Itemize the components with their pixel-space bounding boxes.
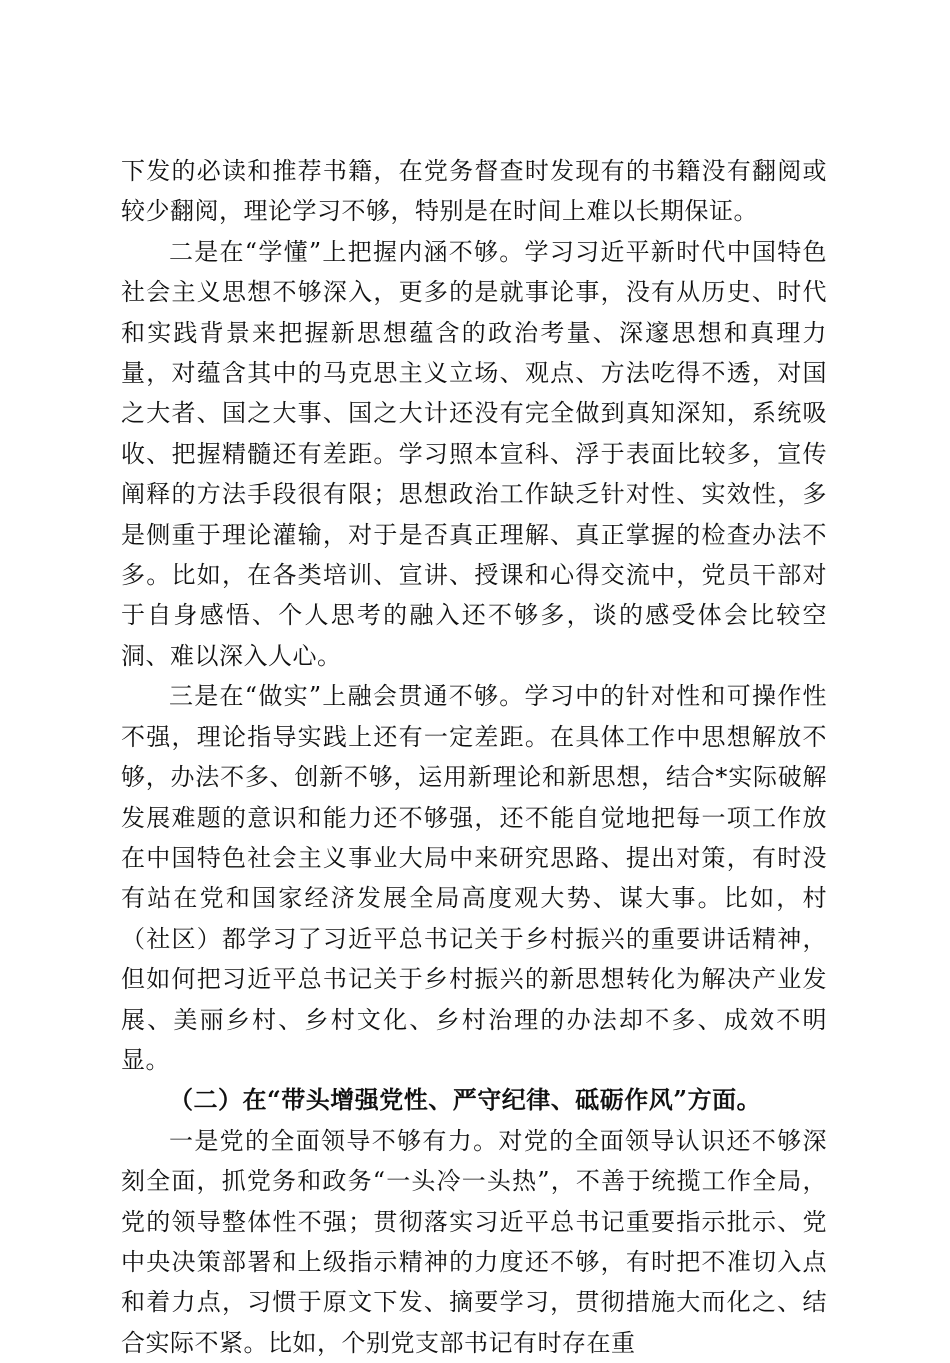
section-heading-2: （二）在“带头增强党性、严守纪律、砥砺作风”方面。 bbox=[169, 1085, 762, 1115]
document-body bbox=[121, 151, 827, 1363]
paragraph-leadership: 一是党的全面领导不够有力。对党的全面领导认识还不够深刻全面，抓党务和政务“一头冷一头热”，不善于统揽工作全局，党的领导整体性不强；贯彻落实习近平总书记重要指示批示、党中央决策部署和上级指示精神的力度还不够，有时把不准切入点和着力点，习惯于原文下发、摘要学习，贯彻措施大而化之、结合实际不紧。比如，个别党支部书记有时存在重 bbox=[121, 1126, 827, 1357]
paragraph-zuoshi: 三是在“做实”上融会贯通不够。学习中的针对性和可操作性不强，理论指导实践上还有一定差距。在具体工作中思想解放不够，办法不多、创新不够，运用新理论和新思想，结合*实际破解发展难题的意识和能力还不够强，还不能自觉地把每一项工作放在中国特色社会主义事业大局中来研究思路、提出对策，有时没有站在党和国家经济发展全局高度观大势、谋大事。比如，村（社区）都学习了习近平总书记关于乡村振兴的重要讲话精神，但如何把习近平总书记关于乡村振兴的新思想转化为解决产业发展、美丽乡村、乡村文化、乡村治理的办法却不多、成效不明显。 bbox=[121, 682, 827, 1074]
paragraph-continuation: 下发的必读和推荐书籍，在党务督查时发现有的书籍没有翻阅或较少翻阅，理论学习不够，特别是在时间上难以长期保证。 bbox=[121, 157, 827, 226]
paragraph-xuedong: 二是在“学懂”上把握内涵不够。学习习近平新时代中国特色社会主义思想不够深入，更多的是就事论事，没有从历史、时代和实践背景来把握新思想蕴含的政治考量、深邃思想和真理力量，对蕴含其中的马克思主义立场、观点、方法吃得不透，对国之大者、国之大事、国之大计还没有完全做到真知深知，系统吸收、把握精髓还有差距。学习照本宣科、浮于表面比较多，宣传阐释的方法手段很有限；思想政治工作缺乏针对性、实效性，多是侧重于理论灌输，对于是否真正理解、真正掌握的检查办法不多。比如，在各类培训、宣讲、授课和心得交流中，党员干部对于自身感悟、个人思考的融入还不够多，谈的感受体会比较空洞、难以深入人心。 bbox=[121, 237, 827, 670]
